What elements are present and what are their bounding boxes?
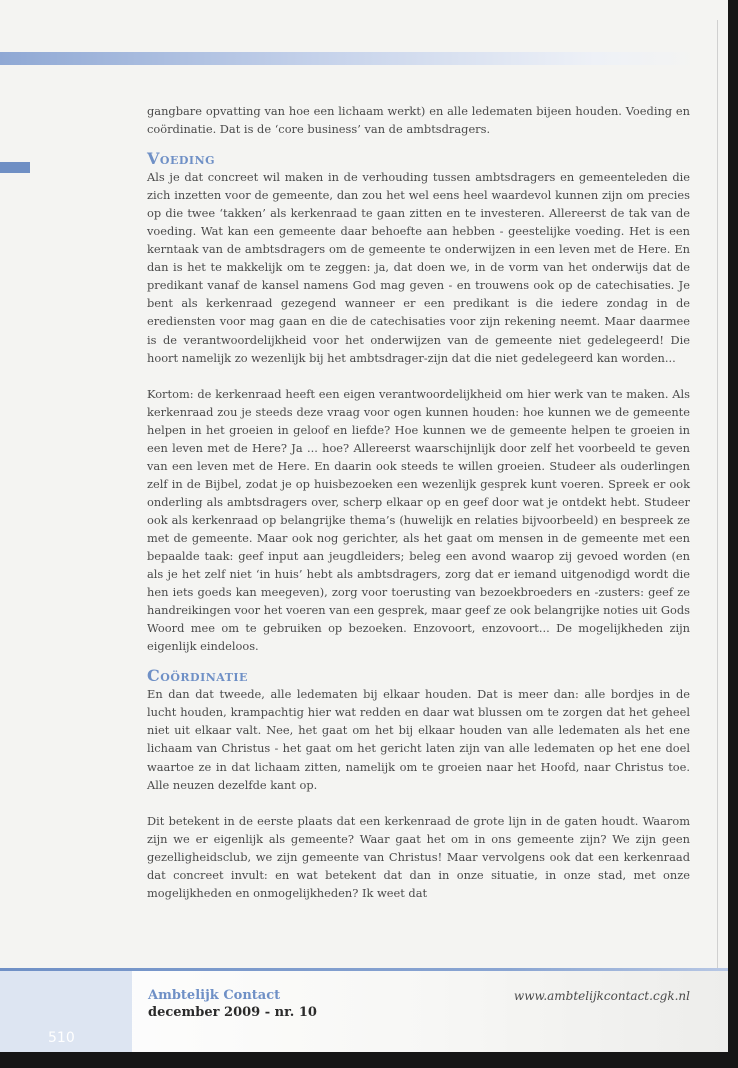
section-heading-voeding: Voeding (147, 149, 216, 169)
magazine-title: Ambtelijk Contact (148, 988, 281, 1003)
page-number: 510 (48, 1030, 75, 1046)
section-heading-coordinatie: Coördinatie (147, 666, 248, 686)
website-url[interactable]: www.ambtelijkcontact.cgk.nl (513, 989, 690, 1003)
page-spine-line (717, 20, 718, 1030)
top-color-band (0, 52, 700, 65)
coordinatie-paragraph-1: En dan dat tweede, alle ledematen bij elkaar houden. Dat is meer dan: alle bordjes in de lucht houden, krampachtig hier wat redden en daar wat blussen om te zorgen dat het geheel niet uit elkaar valt. Nee, het gaat om het bij elkaar houden van alle ledematen als het ene lichaam van Christus - het gaat om het gericht laten zijn van alle ledematen op het ene doel waartoe ze in dat lichaam zitten, namelijk om te groeien naar het Hoofd, naar Christus toe. Alle neuzen dezelfde kant op. (147, 687, 690, 792)
coordinatie-paragraph-2: Dit betekent in de eerste plaats dat een kerkenraad de grote lijn in de gaten houdt. Waarom zijn we er eigenlijk als gemeente? Waar gaat het om in ons gemeente zijn? We zijn geen gezelligheidsclub, we zijn gemeente van Christus! Maar vervolgens ook dat een kerkenraad dat concreet invult: en wat betekent dat dan in onze situatie, in onze stad, met onze mogelijkheden en onmogelijkheden? Ik weet dat (147, 813, 690, 900)
voeding-paragraph-2: Kortom: de kerkenraad heeft een eigen verantwoordelijkheid om hier werk van te maken. Als kerkenraad zou je steeds deze vraag voor ogen kunnen houden: hoe kunnen we de gemeente helpen in het groeien in geloof en liefde? Hoe kunnen we de gemeente helpen te groeien in een leven met de Here? Ja ... hoe? Allereerst waarschijnlijk door zelf het voorbeeld te geven van een leven met de Here. En daarin ook steeds te willen groeien. Studeer als ouderlingen zelf in de Bijbel, zodat je op huisbezoeken een wezenlijk gesprek kunt voeren. Spreek er ook onderling als ambtsdragers over, scherp elkaar op en geef door wat je ontdekt hebt. Studeer ook als kerkenraad op belangrijke thema’s (huwelijk en relaties bijvoorbeeld) en bespreek ze met de gemeente. Maar ook nog gerichter, als het gaat om mensen in de gemeente met een bepaalde taak: geef input aan jeugdleiders; beleg een avond waarop zij gevoed worden (en als je het zelf niet ‘in huis’ hebt als ambtsdragers, zorg dat er iemand uitgenodigd wordt die hen iets goeds kan meegeven), zorg voor toerusting van bezoekbroeders en -zusters: geef ze handreikingen voor het voeren van een gesprek, maar geef ze ook belangrijke noties uit Gods Woord mee om te gebruiken op bezoeken. Enzovoort, enzovoort... De mogelijkheden zijn eigenlijk eindeloos. (147, 386, 690, 654)
side-margin-tab (0, 162, 30, 173)
issue-label: december 2009 - nr. 10 (148, 1005, 317, 1020)
voeding-paragraph-1: Als je dat concreet wil maken in de verhouding tussen ambtsdragers en gemeenteleden die zich inzetten voor de gemeente, dan zou het wel eens heel waardevol kunnen zijn om precies op die twee ‘takken’ als kerkenraad te gaan zitten en te investeren. Allereerst de tak van de voeding. Wat kan een gemeente daar behoefte aan hebben - geestelijke voeding. Het is een kerntaak van de ambtsdragers om de gemeente te onderwijzen in een leven met de Here. En dan is het te makkelijk om te zeggen: ja, dat doen we, in de vorm van het onderwijs dat de predikant vanaf de kansel namens God mag geven - en trouwens ook op de catechisaties. Je bent als kerkenraad gezegend wanneer er een predikant is die iedere zondag in de erediensten voor mag gaan en die de catechisaties voor zijn rekening neemt. Maar daarmee is de verantwoordelijkheid voor het onderwijzen van de gemeente niet gedelegeerd! Die hoort namelijk zo wezenlijk bij het ambtsdrager-zijn dat die niet gedelegeerd kan worden... (147, 170, 690, 365)
article-body (147, 102, 690, 902)
intro-paragraph: gangbare opvatting van hoe een lichaam werkt) en alle ledematen bijeen houden. Voeding en coördinatie. Dat is de ‘core business’ van de ambtsdragers. (147, 104, 690, 137)
